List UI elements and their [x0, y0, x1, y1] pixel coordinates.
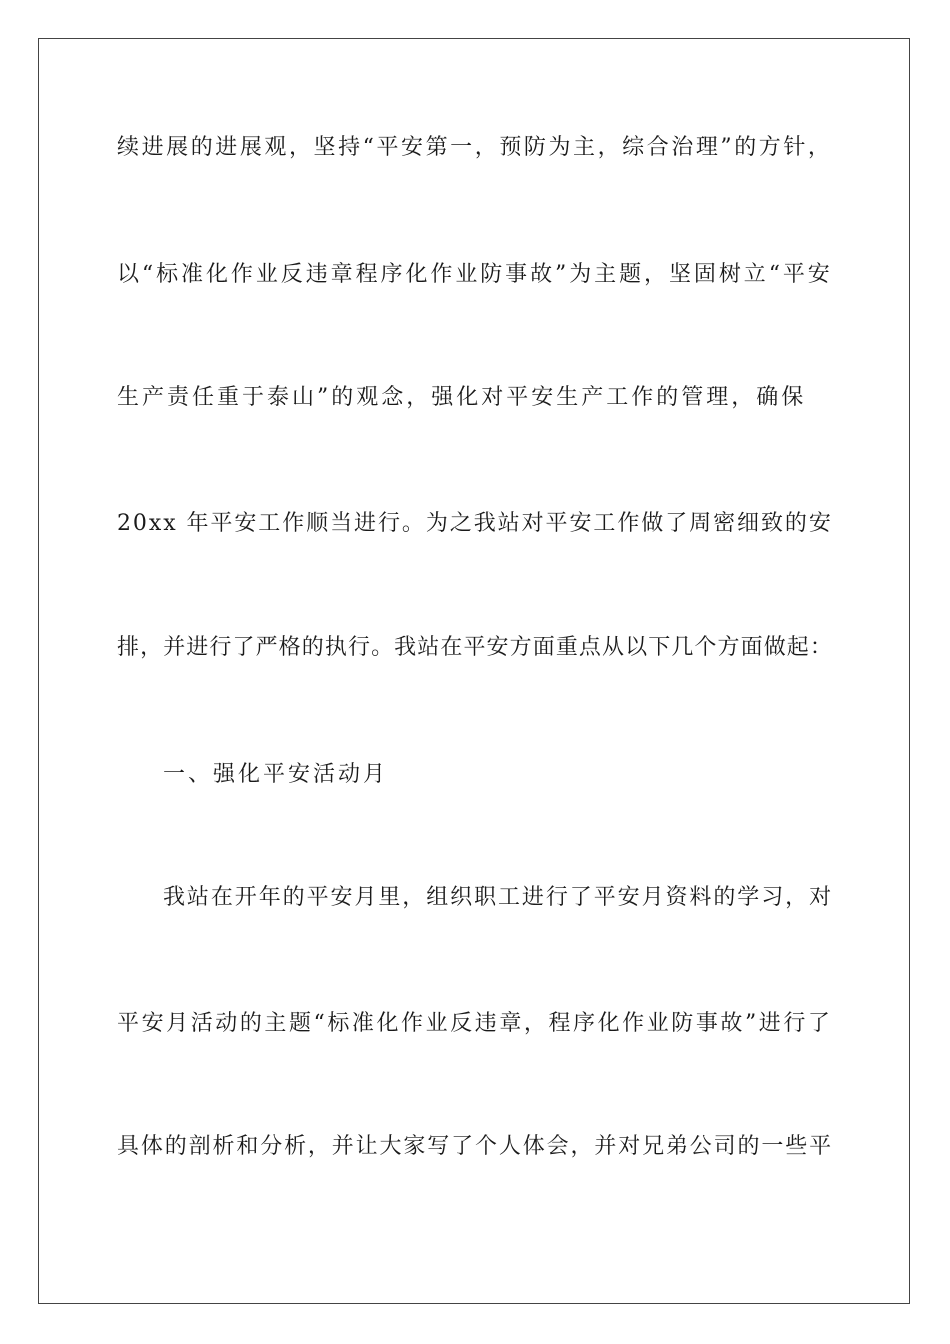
- body-text-line: 以“标准化作业反违章程序化作业防事故”为主题，坚固树立“平安: [117, 262, 833, 287]
- body-text-line: 排，并进行了严格的执行。我站在平安方面重点从以下几个方面做起：: [117, 635, 834, 660]
- body-text-line: 平安月活动的主题“标准化作业反违章，程序化作业防事故”进行了: [117, 1011, 833, 1036]
- page-border: [38, 38, 910, 1304]
- body-text-line: 具体的剖析和分析，并让大家写了个人体会，并对兄弟公司的一些平: [117, 1134, 834, 1159]
- paragraph-first-line: 我站在开年的平安月里，组织职工进行了平安月资料的学习，对: [163, 885, 834, 910]
- body-text-line: 生产责任重于泰山”的观念，强化对平安生产工作的管理，确保: [117, 385, 807, 410]
- body-text-line: 20xx 年平安工作顺当进行。为之我站对平安工作做了周密细致的安: [117, 511, 833, 536]
- section-heading: 一、强化平安活动月: [163, 762, 389, 787]
- body-text-line: 续进展的进展观，坚持“平安第一，预防为主，综合治理”的方针，: [117, 135, 833, 160]
